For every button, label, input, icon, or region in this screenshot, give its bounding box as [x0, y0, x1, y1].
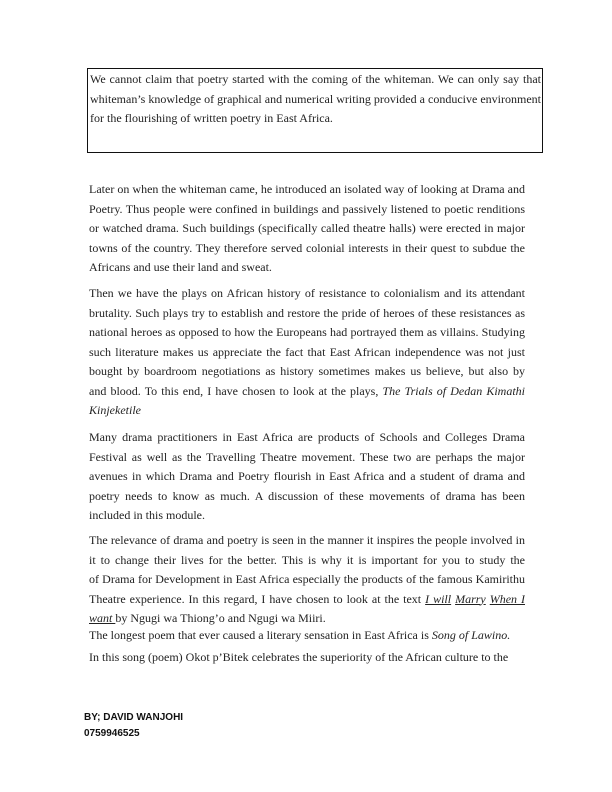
- text-segment: poetry needs to know as much. A discussion of these movements of drama has been: [89, 488, 525, 503]
- text-line: [89, 531, 525, 551]
- text-line: [89, 428, 525, 448]
- text-segment: Many drama practitioners in East Africa are products of Schools and Colleges Drama: [89, 430, 525, 444]
- text-line: [89, 570, 525, 590]
- text-line: [90, 70, 541, 90]
- author-phone: 0759946525: [84, 728, 140, 739]
- text-segment: avenues in which Drama and Poetry flourish in East Africa and a student of drama and: [89, 469, 525, 483]
- text-segment: bought by boardroom negotiations as history sometimes makes us believe, but also by: [89, 364, 525, 378]
- paragraph-song-of-lawino: [89, 626, 525, 646]
- text-line: [89, 362, 525, 382]
- title-text: Kinjeketile: [89, 403, 141, 417]
- author-name: BY; DAVID WANJOHI: [84, 712, 184, 723]
- footer: [84, 710, 183, 742]
- title-text: When I: [489, 591, 525, 606]
- text-segment: or watched drama. Such buildings (specifically called theatre halls) were erected in major: [89, 221, 525, 235]
- text-segment: Poetry. Thus people were confined in buildings and passively listened to poetic renditions: [89, 201, 525, 216]
- text-line: [89, 448, 525, 468]
- title-text: The Trials of Dedan Kimathi: [382, 383, 525, 398]
- title-text: Marry: [455, 591, 486, 606]
- paragraph-okot-pbitek: [89, 648, 525, 668]
- text-segment: Theatre experience. In this regard, I have chosen to look at the text: [89, 591, 426, 606]
- text-segment: Festival as well as the Travelling Theatre movement. These two are perhaps the major: [89, 449, 525, 464]
- text-line: [89, 401, 525, 421]
- text-segment: included in this module.: [89, 508, 205, 522]
- text-line: [89, 382, 525, 402]
- text-segment: Africans and use their land and sweat.: [89, 260, 272, 274]
- text-segment: The longest poem that ever caused a literary sensation in East Africa is: [89, 628, 432, 642]
- text-segment: We cannot claim that poetry started with the coming of the whiteman. We can only say that: [90, 72, 541, 86]
- text-segment: it to change their lives for the better. This is why it is important for you to study the: [89, 552, 525, 567]
- text-line: [89, 239, 525, 259]
- text-segment: and blood. To this end, I have chosen to look at the plays,: [89, 383, 383, 398]
- text-line: [89, 648, 525, 668]
- paragraph-resistance-plays: [89, 284, 525, 421]
- text-segment: In this song (poem) Okot p’Bitek celebrates the superiority of the African culture to the: [89, 650, 509, 664]
- text-line: [89, 219, 525, 239]
- text-segment: The relevance of drama and poetry is seen in the manner it inspires the people involved in: [89, 533, 525, 547]
- text-segment: by Ngugi wa Thiong’o and Ngugi wa Miiri.: [115, 611, 326, 625]
- text-line: [89, 343, 525, 363]
- text-line: [89, 304, 525, 324]
- text-line: [89, 551, 525, 571]
- text-line: [89, 506, 525, 526]
- paragraph-drama-festivals: [89, 428, 525, 526]
- text-line: [90, 109, 541, 129]
- text-line: [89, 467, 525, 487]
- text-segment: whiteman’s knowledge of graphical and numerical writing provided a conducive environment: [90, 91, 541, 106]
- title-text: want: [89, 611, 116, 625]
- text-segment: such literature makes us appreciate the fact that East African independence was not just: [89, 344, 525, 359]
- text-line: [89, 284, 525, 304]
- text-line: [90, 90, 541, 110]
- text-segment: brutality. Such plays try to establish and restore the pride of heroes of these resistances as: [89, 305, 525, 320]
- text-line: [89, 323, 525, 343]
- text-line: [89, 487, 525, 507]
- text-line: [89, 180, 525, 200]
- text-segment: national heroes as opposed to how the Europeans had portrayed them as villains. Studying: [89, 325, 525, 339]
- text-segment: towns of the country. They therefore served colonial interests in their quest to subdue the: [89, 240, 525, 255]
- quote-box: [87, 68, 543, 153]
- paragraph-colonial-theatre: [89, 180, 525, 278]
- text-segment: of Drama for Development in East Africa especially the products of the famous Kamirithu: [89, 572, 525, 586]
- title-text: Song of Lawino.: [431, 628, 511, 642]
- text-line: [89, 200, 525, 220]
- paragraph-drama-relevance: [89, 531, 525, 629]
- text-line: [89, 258, 525, 278]
- text-segment: Later on when the whiteman came, he introduced an isolated way of looking at Drama and: [89, 182, 525, 196]
- title-text: I will: [425, 591, 452, 606]
- text-segment: Then we have the plays on African history of resistance to colonialism and its attendant: [89, 286, 525, 300]
- text-line: [89, 590, 525, 610]
- text-segment: for the flourishing of written poetry in East Africa.: [90, 111, 333, 125]
- text-line: [89, 626, 525, 646]
